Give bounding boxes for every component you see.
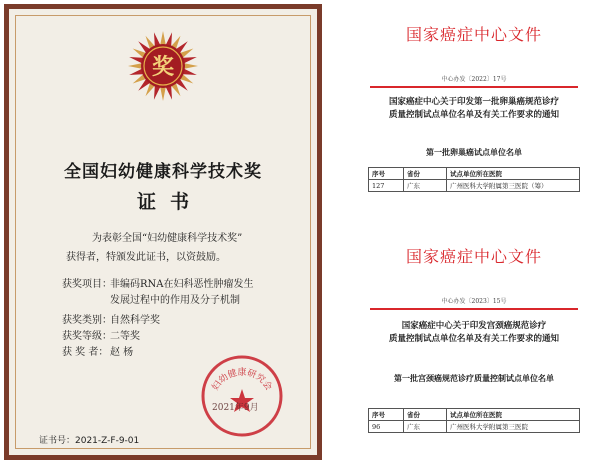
table-cell: 96: [369, 421, 404, 433]
award-emblem-icon: [126, 29, 200, 103]
red-rule: [370, 308, 578, 310]
table-cell: 广东: [404, 180, 447, 192]
document-subhead: 第一批宫颈癌规范诊疗质量控制试点单位名单: [394, 373, 554, 383]
notice-line-2: 质量控制试点单位名单及有关工作要求的通知: [388, 110, 559, 120]
pilot-unit-table: [368, 408, 580, 433]
certificate-number: 证书号：2021-Z-F-9-01: [39, 436, 140, 446]
table-row: [369, 180, 580, 192]
red-rule: [370, 86, 578, 88]
seal-text: 妇幼健康研究会: [210, 368, 274, 393]
project-row: [62, 275, 254, 290]
certificate-subtitle: 证书: [136, 191, 203, 213]
column-header: 序号: [369, 168, 404, 180]
pilot-unit-table: [368, 167, 580, 192]
document-number: 中心办发〔2022〕17号: [441, 76, 507, 83]
category-row: [62, 311, 160, 326]
table-cell: 广州医科大学附属第三医院（筹）: [447, 180, 580, 192]
document-subhead: 第一批卵巢癌试点单位名单: [426, 147, 522, 157]
project-value: 非编码RNA在妇科恶性肿瘤发生: [110, 279, 254, 290]
seal-date: 2021年9月: [212, 403, 259, 413]
column-header: 省份: [404, 168, 447, 180]
table-cell: 127: [369, 180, 404, 192]
notice-line-1: 国家癌症中心关于印发宫颈癌规范诊疗: [401, 321, 547, 331]
column-header: 试点单位所在医院: [447, 168, 580, 180]
grade-row: [62, 327, 140, 342]
table-row: [369, 421, 580, 433]
table-cell: 广州医科大学附属第三医院: [447, 421, 580, 433]
grade-label: 获奖等级：: [62, 331, 112, 342]
grade-value: 二等奖: [110, 331, 140, 342]
column-header: 试点单位所在医院: [447, 409, 580, 421]
document-header: 国家癌症中心文件: [405, 247, 542, 266]
emblem-char: 奖: [151, 54, 175, 80]
winner-value: 赵 杨: [110, 347, 134, 358]
svg-text:妇幼健康研究会: [209, 366, 275, 393]
project-value-line-2: 发展过程中的作用及分子机制: [110, 295, 240, 306]
certificate-title: 全国妇幼健康科学技术奖: [64, 162, 262, 182]
winner-label: 获 奖 者：: [62, 347, 109, 358]
notice-line-1: 国家癌症中心关于印发第一批卵巢癌规范诊疗: [388, 97, 559, 107]
table-header-row: [369, 168, 580, 180]
document-notice-title: [340, 320, 608, 346]
project-label: 获奖项目：: [62, 279, 112, 290]
table-header-row: [369, 409, 580, 421]
table-cell: 广东: [404, 421, 447, 433]
document-notice-title: [340, 96, 608, 122]
category-value: 自然科学奖: [110, 315, 160, 326]
notice-document-1: [340, 4, 608, 210]
document-header: 国家癌症中心文件: [405, 25, 542, 44]
column-header: 序号: [369, 409, 404, 421]
project-row-continued: [110, 291, 240, 306]
document-number: 中心办发〔2023〕15号: [441, 298, 507, 305]
category-label: 获奖类别：: [62, 315, 112, 326]
certificate-body-line-2: 获得者，特颁发此证书，以资鼓励。: [66, 252, 226, 263]
certificate-body-line-1: 为表彰全国“妇幼健康科学技术奖”: [92, 233, 243, 244]
award-certificate: [4, 4, 322, 460]
winner-row: [62, 343, 133, 358]
official-seal-icon: [199, 353, 285, 439]
notice-line-2: 质量控制试点单位名单及有关工作要求的通知: [388, 334, 559, 344]
notice-document-2: [340, 230, 608, 462]
column-header: 省份: [404, 409, 447, 421]
